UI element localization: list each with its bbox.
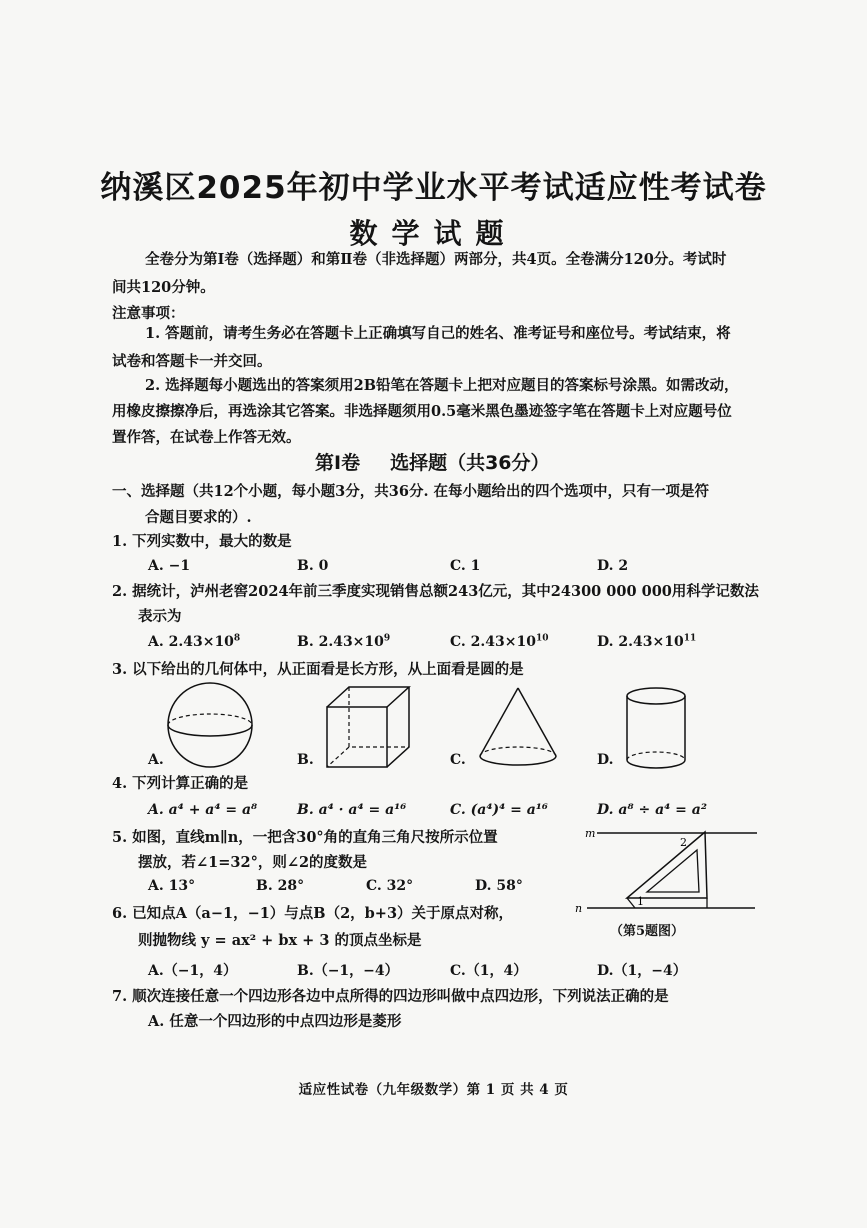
q2-option-a-base: A. 2.43×10: [148, 634, 234, 650]
q4-stem: 4. 下列计算正确的是: [112, 775, 249, 792]
q1-stem: 1. 下列实数中，最大的数是: [112, 533, 292, 550]
notes-heading: 注意事项：: [112, 305, 185, 322]
sphere-figure: [165, 680, 255, 770]
q2-option-d-base: D. 2.43×10: [597, 634, 684, 650]
q5-label-m: m: [585, 827, 596, 840]
q5-option-c: C. 32°: [366, 878, 414, 894]
q2-option-a-exp: 8: [233, 633, 241, 644]
q7-stem: 7. 顺次连接任意一个四边形各边中点所得的四边形叫做中点四边形，下列说法正确的是: [112, 988, 669, 1005]
note-2-cont-2: 置作答，在试卷上作答无效。: [112, 429, 301, 446]
q5-label-n: n: [575, 902, 583, 915]
q2-stem-cont: 表示为: [138, 608, 182, 625]
q1-option-a: A. −1: [148, 558, 191, 574]
q5-option-a: A. 13°: [148, 878, 196, 894]
q5-option-d: D. 58°: [475, 878, 523, 894]
q6-option-a: A.（−1，4）: [148, 963, 237, 979]
q5-stem: 5. 如图，直线m∥n，一把含30°角的直角三角尺按所示位置: [112, 829, 498, 846]
q4-option-a: A. a⁴ + a⁴ = a⁸: [148, 802, 258, 818]
cube-figure: [325, 685, 415, 770]
q4-option-d: D. a⁸ ÷ a⁴ = a²: [597, 802, 707, 818]
q2-option-d-exp: 11: [683, 633, 697, 644]
q3-option-b: B.: [297, 752, 314, 768]
q5-label-angle1: 1: [637, 895, 644, 908]
page-subtitle: 数学试题: [349, 217, 518, 250]
q1-option-c: C. 1: [450, 558, 481, 574]
q2-option-c-exp: 10: [535, 633, 549, 644]
page-title: 纳溪区2025年初中学业水平考试适应性考试卷: [100, 170, 767, 206]
intro-text: 全卷分为第Ⅰ卷（选择题）和第Ⅱ卷（非选择题）两部分，共4页。全卷满分120分。考试时: [145, 251, 727, 268]
note-2: 2. 选择题每小题选出的答案须用2B铅笔在答题卡上把对应题目的答案标号涂黑。如需改动，: [145, 377, 739, 394]
q5-option-b: B. 28°: [256, 878, 305, 894]
intro-text-2: 间共120分钟。: [112, 279, 215, 296]
q2-option-b-base: B. 2.43×10: [297, 634, 384, 650]
q2-option-a: [148, 634, 240, 650]
q7-option-a: A. 任意一个四边形的中点四边形是菱形: [148, 1013, 402, 1030]
section-title-label: 选择题（共36分）: [390, 452, 550, 474]
q6-option-c: C.（1，4）: [450, 963, 528, 979]
q6-stem: 6. 已知点A（a−1，−1）与点B（2，b+3）关于原点对称，: [112, 905, 514, 922]
page-footer: 适应性试卷（九年级数学）第 1 页 共 4 页: [298, 1082, 569, 1098]
q1-option-d: D. 2: [597, 558, 629, 574]
section-title-volume: 第Ⅰ卷: [315, 452, 361, 474]
q5-figure-caption: （第5题图）: [610, 924, 685, 939]
note-1-cont: 试卷和答题卡一并交回。: [112, 353, 272, 370]
q5-stem-cont: 摆放，若∠1=32°，则∠2的度数是: [138, 854, 368, 871]
q6-option-b: B.（−1，−4）: [297, 963, 399, 979]
cone-figure: [478, 686, 558, 770]
q2-option-c: [450, 634, 549, 650]
q2-option-d: [597, 634, 696, 650]
part1-heading: 一、选择题（共12个小题，每小题3分，共36分. 在每小题给出的四个选项中，只有一项是符: [112, 483, 710, 500]
q2-option-c-base: C. 2.43×10: [450, 634, 536, 650]
q3-option-d: D.: [597, 752, 614, 768]
q3-option-a: A.: [148, 752, 164, 768]
part1-heading-cont: 合题目要求的）.: [145, 509, 252, 526]
q6-stem-cont: 则抛物线 y = ax² + bx + 3 的顶点坐标是: [138, 932, 422, 949]
q3-option-c: C.: [450, 752, 466, 768]
note-1: 1. 答题前，请考生务必在答题卡上正确填写自己的姓名、准考证号和座位号。考试结束，将: [145, 325, 731, 342]
q4-option-c: C. (a⁴)⁴ = a¹⁶: [450, 802, 549, 818]
q2-stem: 2. 据统计，泸州老窖2024年前三季度实现销售总额243亿元，其中24300 000 000用科学记数法: [112, 583, 759, 600]
q5-label-angle2: 2: [680, 836, 687, 849]
q6-option-d: D.（1，−4）: [597, 963, 687, 979]
cylinder-figure: [625, 686, 687, 772]
q4-option-b: B. a⁴ · a⁴ = a¹⁶: [297, 802, 407, 818]
q3-stem: 3. 以下给出的几何体中，从正面看是长方形，从上面看是圆的是: [112, 661, 524, 678]
note-2-cont: 用橡皮擦擦净后，再选涂其它答案。非选择题须用0.5毫米黑色墨迹签字笔在答题卡上对应题号位: [112, 403, 732, 420]
q2-option-b: [297, 634, 390, 650]
q1-option-b: B. 0: [297, 558, 329, 574]
q2-option-b-exp: 9: [383, 633, 391, 644]
section-title: [315, 448, 580, 475]
